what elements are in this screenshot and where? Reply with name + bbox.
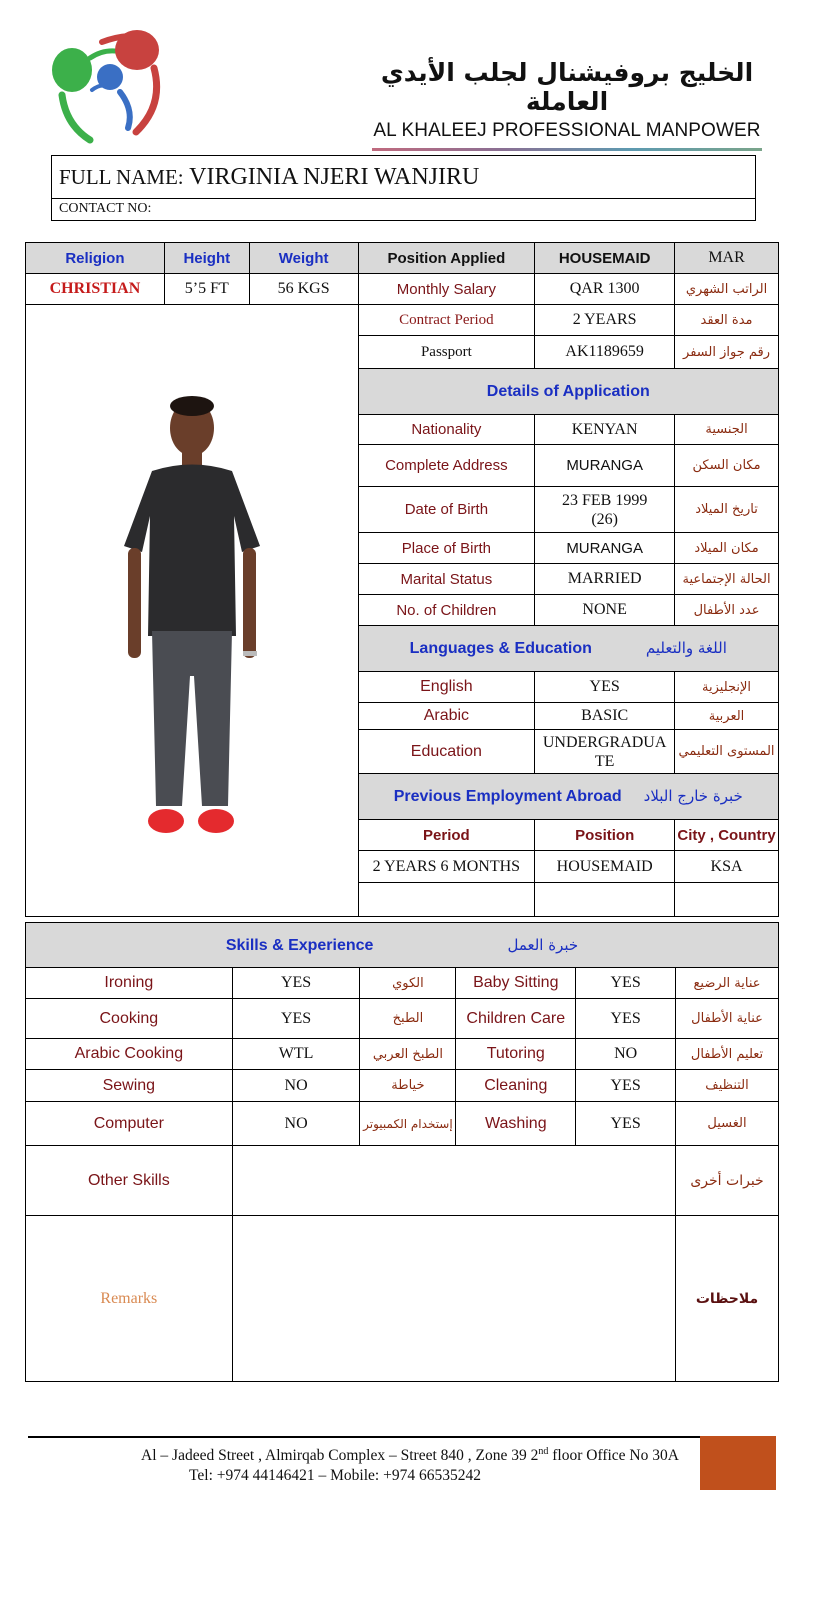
skills-title: Skills & Experience (225, 936, 374, 954)
skill-label: Cooking (26, 999, 233, 1039)
marital-value: MARRIED (535, 564, 675, 595)
education-label: Education (358, 730, 535, 774)
skill-value: YES (576, 999, 676, 1039)
footer-address-text-end: floor Office No 30A (548, 1447, 679, 1465)
employment-location: KSA (675, 851, 779, 883)
three-people-logo-icon (40, 20, 170, 145)
arabic-label: Arabic (358, 703, 535, 730)
birthplace-label: Place of Birth (358, 533, 535, 564)
english-label-ar: الإنجليزية (675, 672, 779, 703)
contact-row (52, 199, 755, 219)
position-code: MAR (675, 243, 779, 274)
employment-position (535, 883, 675, 917)
remarks-value (232, 1216, 675, 1382)
skills-table (25, 922, 779, 1382)
company-brand (372, 58, 762, 151)
height-header: Height (164, 243, 249, 274)
skill-label-ar: تعليم الأطفال (676, 1039, 779, 1070)
skill-row (26, 1039, 779, 1070)
full-name-row (52, 156, 755, 199)
skill-value: YES (576, 1070, 676, 1102)
skill-label-ar: عناية الرضيع (676, 968, 779, 999)
skill-label: Children Care (456, 999, 576, 1039)
skill-label-ar: خياطة (360, 1070, 456, 1102)
skill-row (26, 1070, 779, 1102)
identity-box (51, 155, 756, 221)
passport-value: AK1189659 (535, 336, 675, 369)
photo-cell (26, 305, 359, 917)
salary-label: Monthly Salary (358, 274, 535, 305)
position-applied-value: HOUSEMAID (535, 243, 675, 274)
salary-value: QAR 1300 (535, 274, 675, 305)
employment-title: Previous Employment Abroad (393, 788, 622, 805)
skill-label-ar: الكوي (360, 968, 456, 999)
skill-label-ar: عناية الأطفال (676, 999, 779, 1039)
contact-label: CONTACT NO: (59, 201, 152, 216)
footer-divider (28, 1436, 700, 1438)
skill-label-ar: إستخدام الكمبيوتر (360, 1102, 456, 1146)
company-name-arabic: الخليج بروفيشنال لجلب الأيدي العاملة (380, 58, 754, 116)
children-label-ar: عدد الأطفال (675, 595, 779, 626)
arabic-value: BASIC (535, 703, 675, 730)
full-name-label: FULL NAME: (59, 165, 184, 189)
skill-row (26, 1102, 779, 1146)
address-label: Complete Address (358, 445, 535, 487)
languages-section-title (358, 626, 778, 672)
other-skills-value (232, 1146, 675, 1216)
weight-value: 56 KGS (249, 274, 358, 305)
skill-label-ar: الطبخ (360, 999, 456, 1039)
skills-title-ar: خبرة العمل (507, 935, 579, 954)
footer-phones: Tel: +974 44146421 – Mobile: +974 66535242 (189, 1467, 481, 1485)
skill-label: Washing (456, 1102, 576, 1146)
dob-label-ar: تاريخ الميلاد (675, 487, 779, 533)
footer-address-text: Al – Jadeed Street , Almirqab Complex – Street 840 , Zone 39 2 (141, 1447, 539, 1465)
dob-value: 23 FEB 1999 (26) (535, 487, 675, 533)
company-logo (40, 20, 170, 145)
education-value: UNDERGRADUATE (535, 730, 675, 774)
weight-header: Weight (249, 243, 358, 274)
salary-label-ar: الراتب الشهري (675, 274, 779, 305)
contract-value: 2 YEARS (535, 305, 675, 336)
employment-col-location: City , Country (675, 820, 779, 851)
arabic-label-ar: العربية (675, 703, 779, 730)
birthplace-label-ar: مكان الميلاد (675, 533, 779, 564)
employment-location (675, 883, 779, 917)
other-skills-label: Other Skills (26, 1146, 233, 1216)
skill-label: Computer (26, 1102, 233, 1146)
employment-period (358, 883, 535, 917)
address-label-ar: مكان السكن (675, 445, 779, 487)
skill-value: NO (232, 1070, 360, 1102)
skill-row (26, 999, 779, 1039)
english-label: English (358, 672, 535, 703)
skill-value: NO (576, 1039, 676, 1070)
employment-section-title (358, 774, 778, 820)
skill-label: Baby Sitting (456, 968, 576, 999)
skill-label: Ironing (26, 968, 233, 999)
skill-value: YES (576, 968, 676, 999)
passport-label-ar: رقم جواز السفر (675, 336, 779, 369)
marital-label-ar: الحالة الإجتماعية (675, 564, 779, 595)
employment-position: HOUSEMAID (535, 851, 675, 883)
skill-label: Arabic Cooking (26, 1039, 233, 1070)
footer-address-sup: nd (538, 1446, 549, 1457)
skill-label: Cleaning (456, 1070, 576, 1102)
children-label: No. of Children (358, 595, 535, 626)
brand-underline (372, 148, 762, 151)
skill-label-ar: الطبخ العربي (360, 1039, 456, 1070)
religion-header: Religion (26, 243, 165, 274)
marital-label: Marital Status (358, 564, 535, 595)
languages-title-ar: اللغة والتعليم (645, 639, 727, 657)
dob-label: Date of Birth (358, 487, 535, 533)
footer-address-line (60, 1442, 760, 1466)
contract-label: Contract Period (358, 305, 535, 336)
candidate-photo (112, 366, 272, 856)
skill-row (26, 968, 779, 999)
skill-label: Tutoring (456, 1039, 576, 1070)
passport-label: Passport (358, 336, 535, 369)
remarks-label: Remarks (26, 1216, 233, 1382)
children-value: NONE (535, 595, 675, 626)
skill-value: YES (232, 968, 360, 999)
full-name-value: VIRGINIA NJERI WANJIRU (189, 164, 480, 190)
skill-label-ar: التنظيف (676, 1070, 779, 1102)
skill-value: YES (576, 1102, 676, 1146)
height-value: 5’5 FT (164, 274, 249, 305)
address-value: MURANGA (535, 445, 675, 487)
employment-title-ar: خبرة خارج البلاد (643, 787, 743, 805)
details-table (25, 242, 779, 917)
languages-title: Languages & Education (409, 640, 592, 657)
education-label-ar: المستوى التعليمي (675, 730, 779, 774)
contract-label-ar: مدة العقد (675, 305, 779, 336)
skill-value: YES (232, 999, 360, 1039)
nationality-value: KENYAN (535, 415, 675, 445)
footer-address (60, 1442, 760, 1486)
other-skills-label-ar: خبرات أخرى (676, 1146, 779, 1216)
position-applied-label: Position Applied (358, 243, 535, 274)
company-name-english: AL KHALEEJ PROFESSIONAL MANPOWER (373, 120, 761, 141)
employment-period: 2 YEARS 6 MONTHS (358, 851, 535, 883)
skill-label: Sewing (26, 1070, 233, 1102)
nationality-label-ar: الجنسية (675, 415, 779, 445)
remarks-label-ar: ملاحظات (676, 1216, 779, 1382)
birthplace-value: MURANGA (535, 533, 675, 564)
employment-col-position: Position (535, 820, 675, 851)
employment-col-period: Period (358, 820, 535, 851)
skill-label-ar: الغسيل (676, 1102, 779, 1146)
english-value: YES (535, 672, 675, 703)
skill-value: NO (232, 1102, 360, 1146)
nationality-label: Nationality (358, 415, 535, 445)
skills-section-title (26, 923, 779, 968)
religion-value: CHRISTIAN (26, 274, 165, 305)
application-section-title: Details of Application (358, 369, 778, 415)
skill-value: WTL (232, 1039, 360, 1070)
